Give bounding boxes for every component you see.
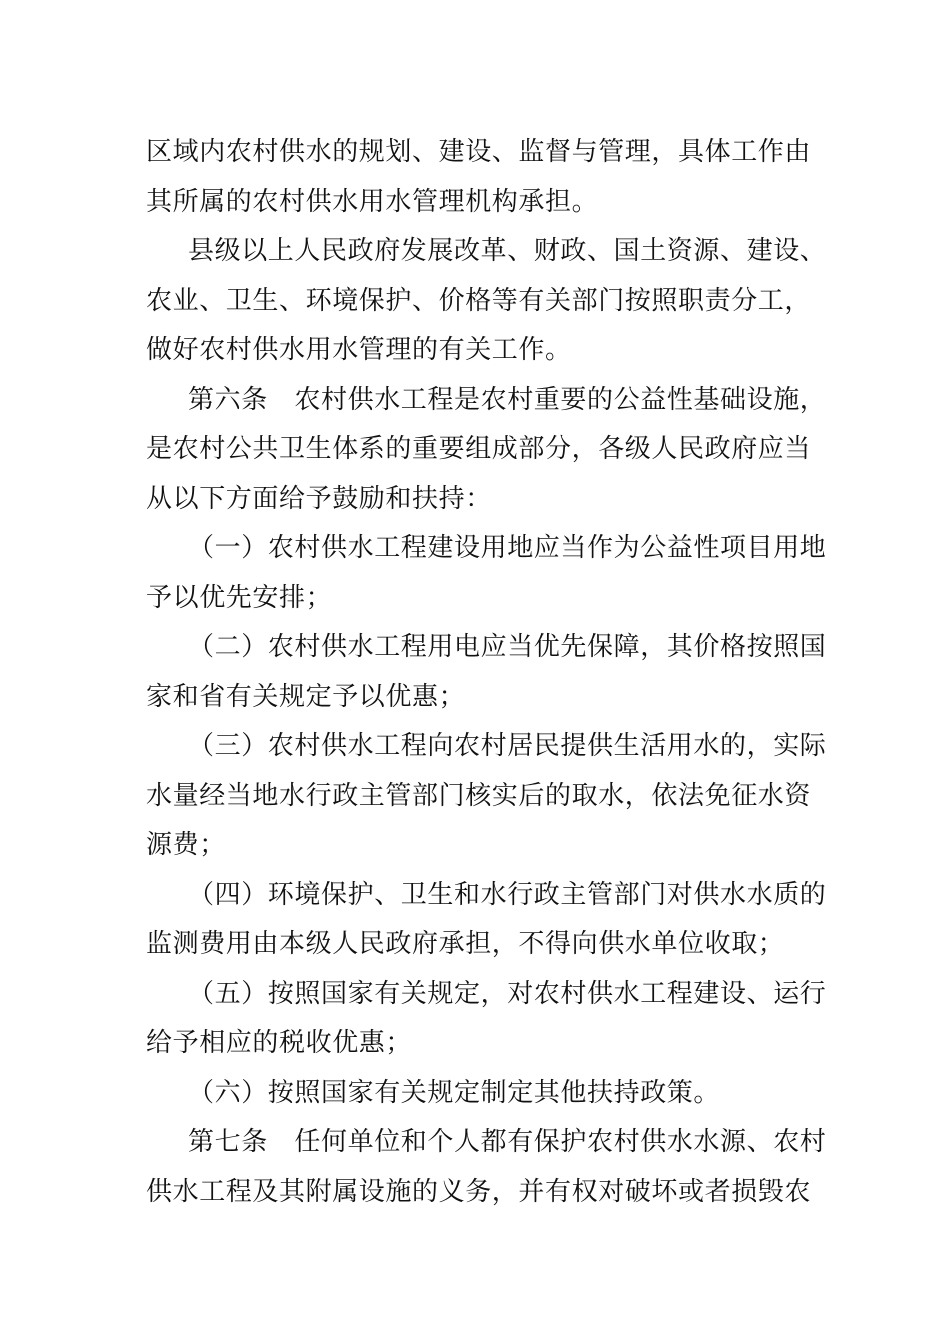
list-item-4-line: （四）环境保护、卫生和水行政主管部门对供水水质的	[188, 879, 827, 910]
text-line: 区域内农村供水的规划、建设、监督与管理，具体工作由	[146, 137, 812, 167]
text-line: 县级以上人民政府发展改革、财政、国土资源、建设、	[188, 236, 827, 266]
document-body	[146, 128, 827, 1217]
article-7-heading-line: 第七条 任何单位和个人都有保护农村供水水源、农村	[188, 1127, 827, 1157]
list-item-3-line: （三）农村供水工程向农村居民提供生活用水的，实际	[188, 731, 827, 761]
list-item-1-line: （一）农村供水工程建设用地应当作为公益性项目用地	[188, 533, 827, 563]
text-line: 给予相应的税收优惠；	[146, 1028, 413, 1058]
text-line: 源费；	[146, 830, 226, 860]
article-6-heading-line: 第六条 农村供水工程是农村重要的公益性基础设施，	[188, 384, 827, 415]
text-line: 做好农村供水用水管理的有关工作。	[146, 335, 572, 365]
text-line: 其所属的农村供水用水管理机构承担。	[146, 186, 599, 217]
text-line: 供水工程及其附属设施的义务，并有权对破坏或者损毁农	[146, 1176, 812, 1207]
text-line: 水量经当地水行政主管部门核实后的取水，依法免征水资	[146, 780, 812, 811]
text-line: 予以优先安排；	[146, 582, 333, 613]
text-line: 家和省有关规定予以优惠；	[146, 681, 466, 712]
text-line: 从以下方面给予鼓励和扶持：	[146, 483, 492, 514]
list-item-6-line: （六）按照国家有关规定制定其他扶持政策。	[188, 1077, 721, 1108]
list-item-2-line: （二）农村供水工程用电应当优先保障，其价格按照国	[188, 632, 827, 662]
text-line: 是农村公共卫生体系的重要组成部分，各级人民政府应当	[146, 434, 812, 464]
text-line: 监测费用由本级人民政府承担，不得向供水单位收取；	[146, 929, 785, 959]
text-line: 农业、卫生、环境保护、价格等有关部门按照职责分工，	[146, 285, 812, 316]
list-item-5-line: （五）按照国家有关规定，对农村供水工程建设、运行	[188, 978, 827, 1009]
